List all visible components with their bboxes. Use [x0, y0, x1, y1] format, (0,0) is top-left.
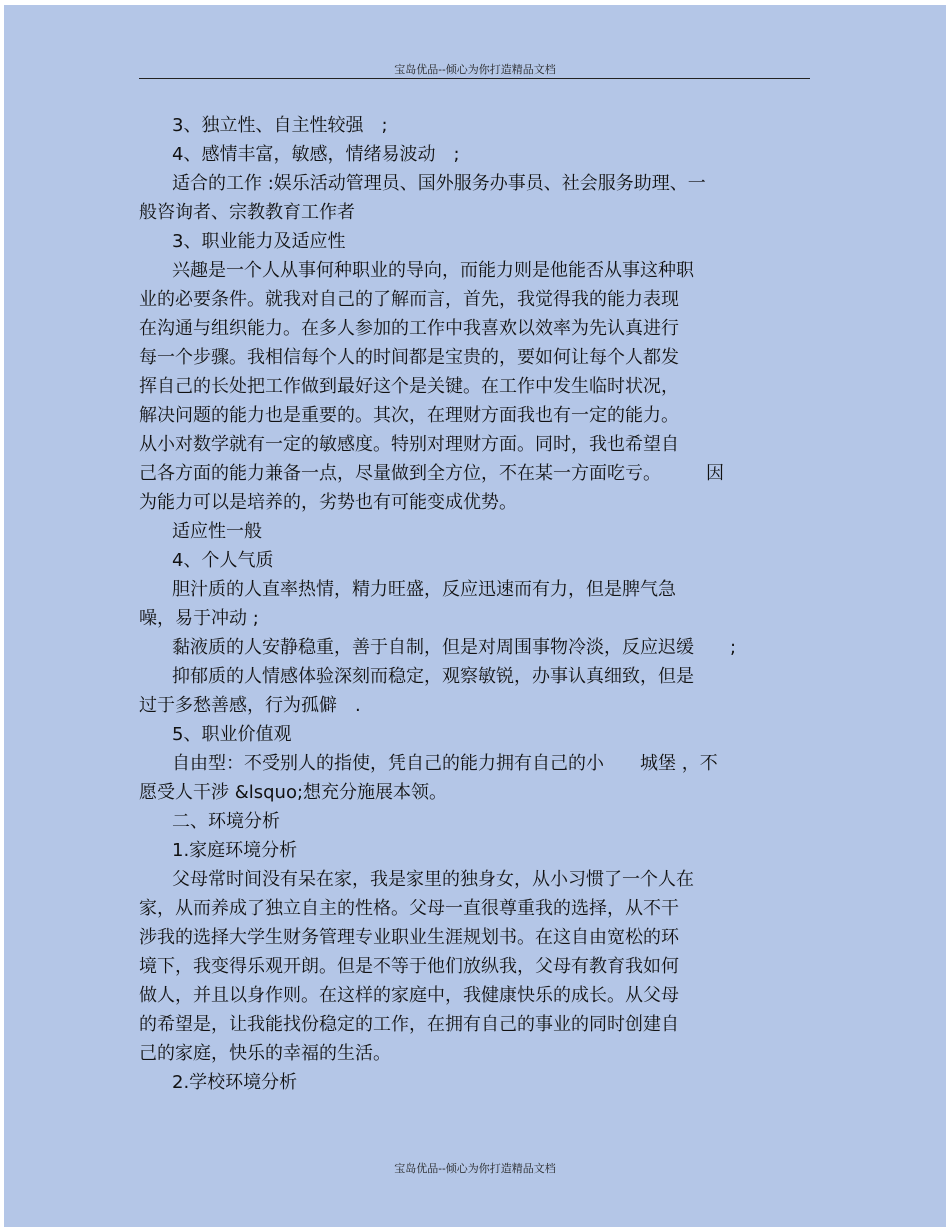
- text-line: 己各方面的能力兼备一点，尽量做到全方位，不在某一方面吃亏。 因: [139, 463, 724, 484]
- text-line: 父母常时间没有呆在家，我是家里的独身女，从小习惯了一个人在: [172, 869, 694, 890]
- document-page: [4, 5, 946, 1227]
- text-line: 5、职业价值观: [172, 724, 292, 745]
- text-line: 胆汁质的人直率热情，精力旺盛，反应迅速而有力，但是脾气急: [172, 579, 676, 600]
- text-line: 做人，并且以身作则。在这样的家庭中，我健康快乐的成长。从父母: [139, 985, 679, 1006]
- text-line: 解决问题的能力也是重要的。其次，在理财方面我也有一定的能力。: [139, 405, 679, 426]
- text-line: 挥自己的长处把工作做到最好这个是关键。在工作中发生临时状况，: [139, 376, 679, 397]
- page-footer: 宝岛优品--倾心为你打造精品文档: [394, 1162, 556, 1175]
- text-line: 兴趣是一个人从事何种职业的导向，而能力则是他能否从事这种职: [172, 260, 694, 281]
- text-line: 涉我的选择大学生财务管理专业职业生涯规划书。在这自由宽松的环: [139, 927, 679, 948]
- text-line: 的希望是，让我能找份稳定的工作，在拥有自己的事业的同时创建自: [139, 1014, 679, 1035]
- text-line: 适应性一般: [172, 521, 262, 542]
- text-line: 3、独立性、自主性较强 ;: [172, 115, 388, 136]
- page-header: 宝岛优品--倾心为你打造精品文档: [394, 63, 556, 76]
- text-line: 般咨询者、宗教教育工作者: [139, 202, 355, 223]
- text-line: 自由型：不受别人的指使，凭自己的能力拥有自己的小 城堡 ，不: [172, 753, 718, 774]
- text-line: 二、环境分析: [172, 811, 280, 832]
- text-line: 1.家庭环境分析: [172, 840, 298, 861]
- text-line: 在沟通与组织能力。在多人参加的工作中我喜欢以效率为先认真进行: [139, 318, 679, 339]
- text-line: 3、职业能力及适应性: [172, 231, 346, 252]
- text-line: 业的必要条件。就我对自己的了解而言，首先，我觉得我的能力表现: [139, 289, 679, 310]
- text-line: 愿受人干涉 &lsquo;想充分施展本领。: [139, 782, 448, 803]
- text-line: 每一个步骤。我相信每个人的时间都是宝贵的，要如何让每个人都发: [139, 347, 679, 368]
- header-rule: [139, 78, 810, 79]
- text-line: 适合的工作 :娱乐活动管理员、国外服务办事员、社会服务助理、一: [172, 173, 706, 194]
- text-line: 噪，易于冲动 ;: [139, 608, 259, 629]
- text-line: 从小对数学就有一定的敏感度。特别对理财方面。同时，我也希望自: [139, 434, 679, 455]
- text-line: 黏液质的人安静稳重，善于自制，但是对周围事物冷淡，反应迟缓 ;: [172, 637, 737, 658]
- text-line: 己的家庭，快乐的幸福的生活。: [139, 1043, 391, 1064]
- text-line: 4、个人气质: [172, 550, 274, 571]
- text-line: 为能力可以是培养的，劣势也有可能变成优势。: [139, 492, 517, 513]
- text-line: 2.学校环境分析: [172, 1072, 298, 1093]
- text-line: 家，从而养成了独立自主的性格。父母一直很尊重我的选择，从不干: [139, 898, 679, 919]
- text-line: 境下，我变得乐观开朗。但是不等于他们放纵我，父母有教育我如何: [139, 956, 679, 977]
- text-line: 4、感情丰富，敏感，情绪易波动 ;: [172, 144, 460, 165]
- text-line: 抑郁质的人情感体验深刻而稳定，观察敏锐，办事认真细致，但是: [172, 666, 694, 687]
- text-line: 过于多愁善感，行为孤僻 .: [139, 695, 361, 716]
